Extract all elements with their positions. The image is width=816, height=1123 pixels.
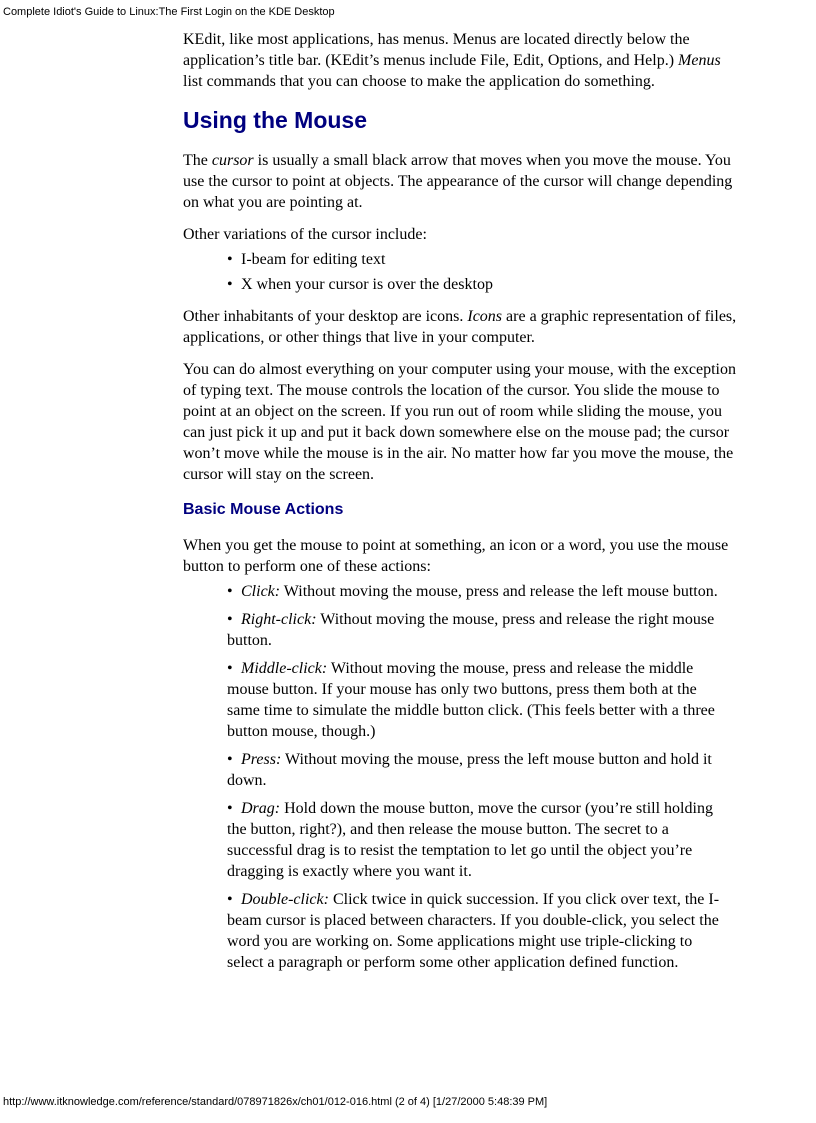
action-text: Click twice in quick succession. If you click over text, the I-beam cursor is placed between characters. If you double-click, you select the word you are working on. Some applications might use triple-clicking to select a paragraph or perform some other application defined function. <box>227 891 720 971</box>
action-drag <box>227 798 727 882</box>
icons-paragraph-start: Other inhabitants of your desktop are icons. <box>183 308 468 325</box>
cursor-paragraph-start: The <box>183 152 212 169</box>
actions-intro: When you get the mouse to point at something, an icon or a word, you use the mouse button to perform one of these actions: <box>183 537 729 575</box>
action-text: Without moving the mouse, press and release the left mouse button. <box>280 583 718 600</box>
cursor-variations-list <box>227 249 743 295</box>
mouse-actions-list <box>227 581 727 973</box>
action-press <box>227 749 727 791</box>
intro-term: Menus <box>678 52 721 69</box>
cursor-term: cursor <box>211 152 254 169</box>
action-right-click <box>227 609 727 651</box>
action-term: Right-click: <box>241 611 317 628</box>
action-text: Without moving the mouse, press and release the right mouse button. <box>227 611 715 649</box>
action-term: Click: <box>241 583 281 600</box>
action-text: Without moving the mouse, press the left mouse button and hold it down. <box>227 751 712 789</box>
intro-text-end: list commands that you can choose to make the application do something. <box>183 73 655 90</box>
action-middle-click <box>227 658 727 742</box>
variations-intro: Other variations of the cursor include: <box>183 226 427 243</box>
bullet-icon: • <box>227 276 233 293</box>
action-term: Drag: <box>241 800 281 817</box>
action-double-click <box>227 889 727 973</box>
intro-paragraph <box>183 29 743 92</box>
list-item <box>227 249 743 270</box>
mouse-paragraph: You can do almost everything on your computer using your mouse, with the exception of typing text. The mouse controls the location of the cursor. You slide the mouse to point at an object on the screen. If you run out of room while sliding the mouse, you can just pick it up and put it back down somewhere else on the mouse pad; the cursor won’t move while the mouse is in the air. No matter how far you move the mouse, the cursor will stay on the screen. <box>183 361 736 483</box>
list-item <box>227 274 743 295</box>
action-text: Without moving the mouse, press and release the middle mouse button. If your mouse has only two buttons, press them both at the same time to simulate the middle button click. (This feels better with a three button mouse, though.) <box>227 660 715 740</box>
action-term: Double-click: <box>241 891 329 908</box>
action-term: Press: <box>241 751 282 768</box>
bullet-icon: • <box>227 583 233 600</box>
bullet-icon: • <box>227 800 233 817</box>
list-item-text: X when your cursor is over the desktop <box>241 276 493 293</box>
print-header-title: Complete Idiot's Guide to Linux:The First Login on the KDE Desktop <box>3 6 335 18</box>
subsection-heading: Basic Mouse Actions <box>183 501 344 518</box>
article-body <box>183 29 743 980</box>
bullet-icon: • <box>227 611 233 628</box>
action-text: Hold down the mouse button, move the cursor (you’re still holding the button, right?), and then release the mouse button. The secret to a successful drag is to resist the temptation to let go until the object you’re dragging is exactly where you want it. <box>227 800 713 880</box>
section-heading: Using the Mouse <box>183 107 368 133</box>
bullet-icon: • <box>227 891 233 908</box>
icons-paragraph-end: are a graphic representation of files, applications, or other things that live in your computer. <box>183 308 737 346</box>
bullet-icon: • <box>227 751 233 768</box>
bullet-icon: • <box>227 251 233 268</box>
intro-text: KEdit, like most applications, has menus. Menus are located directly below the application’s title bar. (KEdit’s menus include File, Edit, Options, and Help.) <box>183 31 690 69</box>
list-item-text: I-beam for editing text <box>241 251 386 268</box>
cursor-paragraph-end: is usually a small black arrow that moves when you move the mouse. You use the cursor to point at objects. The appearance of the cursor will change depending on what you are pointing at. <box>183 152 733 211</box>
action-term: Middle-click: <box>241 660 328 677</box>
bullet-icon: • <box>227 660 233 677</box>
icons-term: Icons <box>467 308 503 325</box>
print-footer-url: http://www.itknowledge.com/reference/standard/078971826x/ch01/012-016.html (2 of 4) [1/27/2000 5:48:39 PM] <box>3 1096 548 1108</box>
cursor-paragraph <box>183 150 743 213</box>
action-click <box>227 581 727 602</box>
icons-paragraph <box>183 306 743 348</box>
